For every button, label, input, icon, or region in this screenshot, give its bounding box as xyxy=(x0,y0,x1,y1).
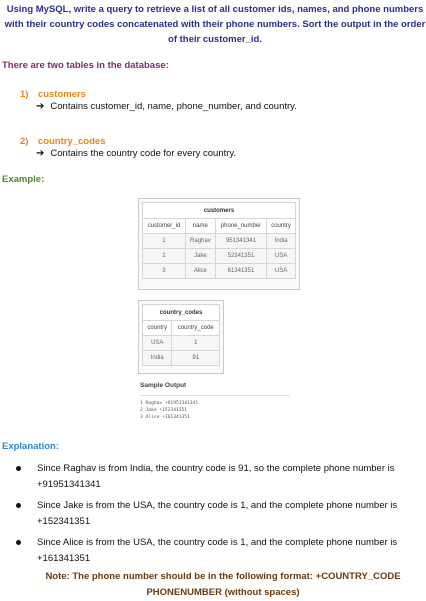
country-codes-table xyxy=(142,304,220,366)
table-cell: Alice xyxy=(185,264,215,279)
table-row xyxy=(143,234,296,249)
column-header: country xyxy=(143,321,172,336)
table-description xyxy=(36,101,297,112)
table-cell: 1 xyxy=(143,234,186,249)
table-cell: USA xyxy=(267,249,296,264)
table-cell: 2 xyxy=(143,249,186,264)
column-header: country_code xyxy=(172,321,220,336)
explanation-text: Since Raghav is from India, the country code is 91, so the complete phone number is +91951341341 xyxy=(37,463,395,490)
list-item xyxy=(8,461,420,493)
table-cell: 3 xyxy=(143,264,186,279)
table-description xyxy=(36,148,236,159)
table-cell: 61341351 xyxy=(215,264,266,279)
explanation-list xyxy=(8,461,420,567)
format-note: Note: The phone number should be in the following format: +COUNTRY_CODE PHONENUMBER (without spaces) xyxy=(45,571,401,598)
sample-output-lines xyxy=(140,395,290,421)
table-cell: Raghav xyxy=(185,234,215,249)
sample-output-block xyxy=(140,382,290,421)
column-header: name xyxy=(185,219,215,234)
table-item-country-codes xyxy=(20,131,105,149)
table-row xyxy=(143,351,220,366)
description-text: Contains the country code for every country. xyxy=(50,148,237,159)
table-row xyxy=(143,249,296,264)
table-cell: 91 xyxy=(172,351,220,366)
table-cell: USA xyxy=(143,336,172,351)
explanation-text: Since Alice is from the USA, the country code is 1, and the complete phone number is +161341351 xyxy=(37,537,398,564)
arrow-right-icon: ➔ xyxy=(36,148,45,159)
table-cell: India xyxy=(143,351,172,366)
bullet-icon xyxy=(16,466,21,471)
customers-table-panel xyxy=(138,198,300,290)
bullet-icon xyxy=(16,503,21,508)
table-item-customers xyxy=(20,84,86,102)
column-header: phone_number xyxy=(215,219,266,234)
sample-output-line: 1 Raghav +91951341341 xyxy=(140,401,199,406)
country-codes-table-panel xyxy=(138,300,224,374)
example-label: Example: xyxy=(2,174,45,185)
country-codes-table-caption: country_codes xyxy=(143,305,220,321)
sample-output-line: 3 Alice +161341351 xyxy=(140,415,190,420)
problem-title: Using MySQL, write a query to retrieve a list of all customer ids, names, and phone numbers with their country codes concatenated with their phone numbers. Sort the output in the order of their customer_id. xyxy=(4,4,426,45)
table-cell: 52341351 xyxy=(215,249,266,264)
table-row xyxy=(143,336,220,351)
customers-table xyxy=(142,202,296,279)
table-cell: India xyxy=(267,234,296,249)
tables-intro: There are two tables in the database: xyxy=(2,60,169,71)
sample-output-line: 2 Jake +152341351 xyxy=(140,408,188,413)
customers-table-caption: customers xyxy=(143,203,296,219)
arrow-right-icon: ➔ xyxy=(36,101,45,112)
explanation-text: Since Jake is from the USA, the country code is 1, and the complete phone number is +152341351 xyxy=(37,500,398,527)
table-cell: 1 xyxy=(172,336,220,351)
bullet-icon xyxy=(16,540,21,545)
column-header: country xyxy=(267,219,296,234)
explanation-label: Explanation: xyxy=(2,441,60,452)
column-header: customer_id xyxy=(143,219,186,234)
table-name: country_codes xyxy=(37,136,106,147)
table-cell: USA xyxy=(267,264,296,279)
table-row xyxy=(143,264,296,279)
description-text: Contains customer_id, name, phone_number, and country. xyxy=(50,101,297,112)
table-number: 1) xyxy=(20,89,29,100)
list-item xyxy=(8,535,420,567)
table-cell: 951341341 xyxy=(215,234,266,249)
table-number: 2) xyxy=(20,136,29,147)
list-item xyxy=(8,498,420,530)
table-name: customers xyxy=(37,89,86,100)
table-cell: Jake xyxy=(185,249,215,264)
sample-output-title: Sample Output xyxy=(140,382,187,389)
